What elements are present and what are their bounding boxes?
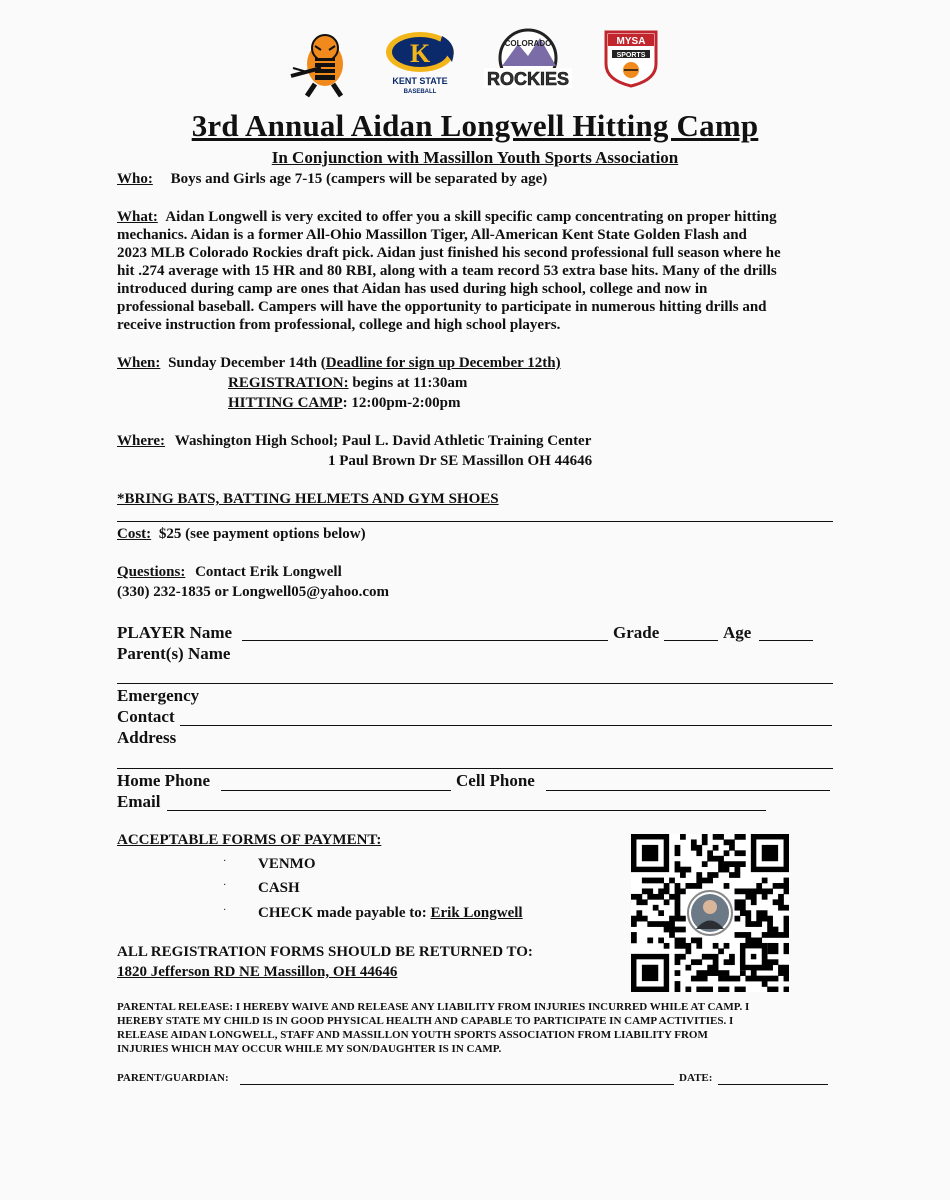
questions-label: Questions: [117, 564, 186, 580]
what-line-7: receive instruction from professional, college and high school players. [117, 317, 561, 333]
where-line-2: 1 Paul Brown Dr SE Massillon OH 44646 [328, 453, 593, 469]
mysa-subtext: SPORTS [616, 52, 646, 59]
address-label: Address [117, 728, 177, 747]
payment-title: ACCEPTABLE FORMS OF PAYMENT: [117, 832, 382, 848]
release-line-3: RELEASE AIDAN LONGWELL, STAFF AND MASSILLON YOUTH SPORTS ASSOCIATION FROM LIABILITY FROM [117, 1029, 708, 1041]
release-line-4: INJURIES WHICH MAY OCCUR WHILE MY SON/DAUGHTER IS IN CAMP. [117, 1043, 502, 1055]
payment-check [258, 905, 523, 922]
parent-name-field[interactable] [117, 683, 833, 684]
cell-phone-label: Cell Phone [456, 771, 535, 790]
mysa-text: MYSA [616, 36, 646, 47]
page-title: 3rd Annual Aidan Longwell Hitting Camp [191, 108, 759, 143]
camp-label: HITTING CAMP [228, 395, 343, 411]
qr-code-icon[interactable] [631, 834, 789, 992]
home-phone-field[interactable] [221, 790, 451, 791]
rockies-text: ROCKIES [486, 69, 570, 89]
age-label: Age [723, 623, 752, 642]
divider [117, 521, 833, 522]
camp-text: : 12:00pm-2:00pm [342, 395, 461, 411]
kent-state-subtext: BASEBALL [403, 89, 437, 95]
payment-cash: CASH [258, 880, 300, 896]
who-label: Who: [117, 171, 153, 187]
when-date: Sunday December 14th ( [168, 355, 326, 371]
parent-name-label: Parent(s) Name [117, 644, 231, 663]
emergency-contact-field[interactable] [180, 725, 832, 726]
questions-contact: (330) 232-1835 or Longwell05@yahoo.com [117, 584, 389, 600]
what-line-5: introduced during camp are ones that Aidan has used during high school, college and now in [117, 281, 708, 297]
questions-section [117, 564, 342, 581]
questions-text: Contact Erik Longwell [195, 564, 342, 580]
rockies-arc-text: COLORADO [504, 39, 552, 48]
when-deadline: Deadline for sign up December 12th) [325, 355, 561, 371]
bullet-2: · [223, 880, 227, 891]
release-line-2: HEREBY STATE MY CHILD IS IN GOOD PHYSICAL HEALTH AND CAPABLE TO PARTICIPATE IN CAMP ACTIVITIES. I [117, 1015, 734, 1027]
return-address: 1820 Jefferson RD NE Massillon, OH 44646 [117, 964, 398, 980]
payment-payee: Erik Longwell [430, 905, 523, 921]
registration-text: begins at 11:30am [352, 375, 468, 391]
date-field[interactable] [718, 1084, 828, 1085]
where-label: Where: [117, 433, 166, 449]
guardian-label: PARENT/GUARDIAN: [117, 1072, 229, 1084]
date-label: DATE: [679, 1072, 713, 1084]
guardian-signature-field[interactable] [240, 1084, 674, 1085]
grade-field[interactable] [664, 640, 718, 641]
what-section [117, 208, 839, 334]
what-label: What: [117, 209, 158, 225]
player-name-field[interactable] [242, 640, 608, 641]
email-field[interactable] [167, 810, 766, 811]
cost-text: $25 (see payment options below) [158, 526, 366, 542]
rockies-logo [480, 28, 576, 94]
what-line-4: hit .274 average with 15 HR and 80 RBI, along with a team record 53 extra base hits. Many of the drills [117, 263, 777, 279]
what-line-1: What: Aidan Longwell is very excited to offer you a skill specific camp concentrating on proper hitting [117, 209, 777, 225]
when-label: When: [117, 355, 161, 371]
registration-time [228, 375, 467, 392]
kent-state-logo [382, 28, 464, 96]
cost-section [117, 526, 366, 543]
who-text: Boys and Girls age 7-15 (campers will be separated by age) [170, 171, 548, 187]
kent-state-text: KENT STATE [392, 76, 448, 86]
bring-note: *BRING BATS, BATTING HELMETS AND GYM SHOES [117, 491, 499, 507]
payment-check-label: CHECK made payable to: [258, 905, 431, 921]
cost-label: Cost: [117, 526, 152, 542]
camp-time [228, 395, 461, 412]
tiger-logo [285, 28, 357, 100]
email-label: Email [117, 792, 161, 811]
bullet-1: · [223, 856, 227, 867]
when-section [117, 355, 561, 372]
who-section [117, 171, 547, 188]
page-subtitle: In Conjunction with Massillon Youth Sports Association [271, 148, 679, 167]
what-line-6: professional baseball. Campers will have the opportunity to participate in numerous hitting drills and [117, 299, 767, 315]
payment-venmo: VENMO [258, 856, 316, 872]
home-phone-label: Home Phone [117, 771, 211, 790]
release-line-1: PARENTAL RELEASE: I HEREBY WAIVE AND RELEASE ANY LIABILITY FROM INJURIES INCURRED WHILE AT CAMP. I [117, 1001, 750, 1013]
svg-text:K: K [410, 39, 431, 68]
emergency-label: Emergency [117, 686, 200, 705]
age-field[interactable] [759, 640, 813, 641]
bullet-3: · [223, 905, 227, 916]
what-line-2: mechanics. Aidan is a former All-Ohio Massillon Tiger, All-American Kent State Golden Flash and [117, 227, 747, 243]
mysa-logo [600, 28, 662, 88]
address-field[interactable] [117, 768, 833, 769]
cell-phone-field[interactable] [546, 790, 830, 791]
player-name-label: PLAYER Name [117, 623, 233, 642]
return-title: ALL REGISTRATION FORMS SHOULD BE RETURNED TO: [117, 944, 533, 960]
grade-label: Grade [613, 623, 660, 642]
where-section [117, 433, 591, 450]
registration-label: REGISTRATION: [228, 375, 349, 391]
where-line-1: Washington High School; Paul L. David Athletic Training Center [174, 433, 592, 449]
contact-label: Contact [117, 707, 175, 726]
what-line-3: 2023 MLB Colorado Rockies draft pick. Aidan just finished his second professional full season where he [117, 245, 781, 261]
